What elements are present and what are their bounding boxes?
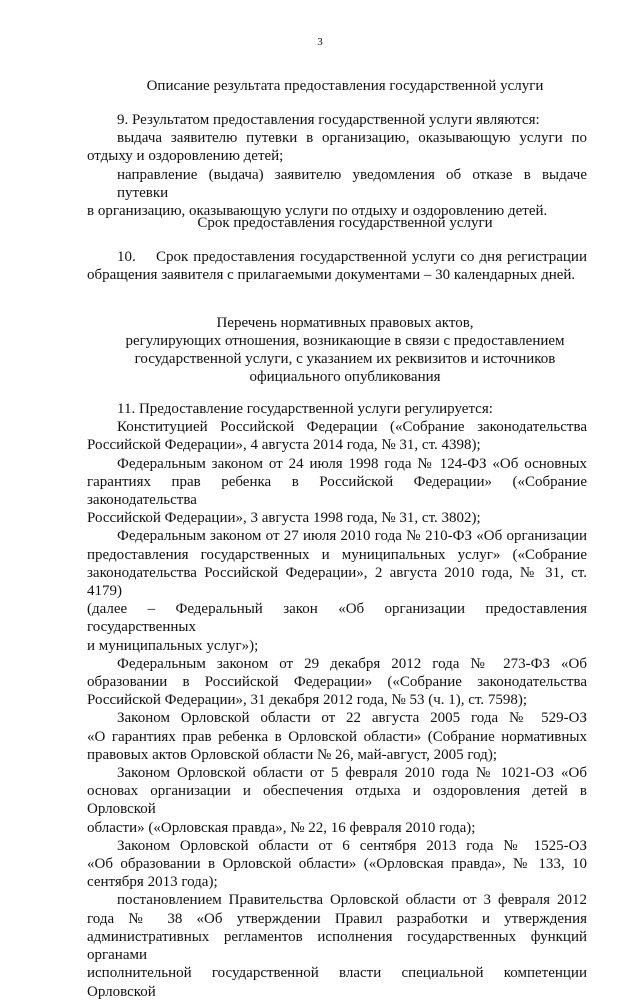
legal-act-line: и муниципальных услуг»);: [87, 637, 259, 654]
item-9-b-line-2: в организацию, оказывающую услуги по отдыху и оздоровлению детей.: [87, 203, 548, 220]
legal-acts-heading-line-2: регулирующих отношения, возникающие в связи с предоставлением: [125, 333, 565, 349]
item-10-line-2: обращения заявителя с прилагаемыми документами – 30 календарных дней.: [87, 267, 576, 284]
legal-act-item: [87, 527, 587, 654]
legal-act-line: (далее – Федеральный закон «Об организации предоставления государственных: [87, 601, 587, 636]
item-10-line-1: 10. Срок предоставления государственной услуги со дня регистрации: [117, 249, 587, 265]
legal-act-line: года № 38 «Об утверждении Правил разработки и утверждения: [87, 910, 587, 927]
section-heading-result: Описание результата предоставления государственной услуги: [146, 78, 544, 94]
item-9-intro: 9. Результатом предоставления государственной услуги являются:: [117, 112, 540, 128]
legal-act-line: «О гарантиях прав ребенка в Орловской области» (Собрание нормативных: [87, 728, 587, 745]
legal-act-line: Конституцией Российской Федерации («Собрание законодательства: [117, 419, 587, 436]
legal-act-line: Законом Орловской области от 5 февраля 2010 года № 1021-ОЗ «Об: [117, 765, 587, 782]
legal-act-line: Российской Федерации», 4 августа 2014 года, № 31, ст. 4398);: [87, 437, 481, 454]
legal-act-line: исполнительной государственной власти специальной компетенции Орловской: [87, 965, 587, 1000]
legal-act-line: законодательства Российской Федерации», 2 августа 2010 года, № 31, ст. 4179): [87, 564, 587, 600]
legal-acts-heading-line-3: государственной услуги, с указанием их реквизитов и источников: [134, 351, 556, 367]
legal-act-line: Российской Федерации», 31 декабря 2012 года, № 53 (ч. 1), ст. 7598);: [87, 692, 528, 709]
legal-act-line: области» («Орловская правда», № 22, 16 февраля 2010 года);: [87, 819, 476, 836]
legal-act-line: гарантиях прав ребенка в Российской Федерации» («Собрание законодательства: [87, 473, 587, 509]
legal-act-line: постановлением Правительства Орловской области от 3 февраля 2012: [117, 892, 587, 909]
legal-acts-heading-line-4: официального опубликования: [249, 369, 441, 385]
legal-acts-list: [87, 418, 587, 1001]
paragraph-item-9: [87, 111, 587, 220]
item-11-intro: 11. Предоставление государственной услуги регулируется:: [117, 401, 493, 417]
legal-act-item: [87, 891, 587, 1000]
section-heading-legal-acts: [110, 314, 580, 386]
legal-act-line: Федеральным законом от 27 июля 2010 года № 210-ФЗ «Об организации: [117, 528, 587, 545]
item-9-a-line-2: отдыху и оздоровлению детей;: [87, 148, 284, 165]
legal-act-line: сентября 2013 года);: [87, 874, 218, 891]
legal-act-item: [87, 764, 587, 837]
legal-act-line: Федеральным законом от 29 декабря 2012 года № 273-ФЗ «Об: [117, 655, 587, 672]
legal-act-item: [87, 837, 587, 892]
legal-act-item: [87, 709, 587, 764]
page-number: 3: [317, 36, 323, 48]
item-9-a-line-1: выдача заявителю путевки в организацию, оказывающую услуги по: [117, 130, 587, 147]
legal-act-line: правовых актов Орловской области № 26, май-август, 2005 год);: [87, 746, 497, 763]
legal-act-line: «Об образовании в Орловской области» («Орловская правда», № 133, 10: [87, 856, 587, 873]
legal-act-item: [87, 455, 587, 528]
legal-act-line: административных регламентов исполнения государственных функций органами: [87, 928, 587, 964]
paragraph-item-10: [87, 248, 587, 284]
legal-act-item: [87, 655, 587, 710]
legal-act-line: предоставления государственных и муниципальных услуг» («Собрание: [87, 546, 587, 563]
item-9-b-line-1: направление (выдача) заявителю уведомления об отказе в выдаче путевки: [117, 166, 587, 201]
section-heading-term: Срок предоставления государственной услуги: [197, 215, 493, 231]
legal-act-line: основах организации и обеспечения отдыха и оздоровления детей в Орловской: [87, 783, 587, 818]
legal-acts-heading-line-1: Перечень нормативных правовых актов,: [216, 315, 474, 331]
legal-act-line: образовании в Российской Федерации» («Собрание законодательства: [87, 674, 587, 691]
legal-act-line: Федеральным законом от 24 июля 1998 года № 124-ФЗ «Об основных: [117, 455, 587, 472]
legal-act-line: Законом Орловской области от 6 сентября 2013 года № 1525-ОЗ: [117, 837, 587, 854]
legal-act-line: Законом Орловской области от 22 августа 2005 года № 529-ОЗ: [117, 710, 587, 727]
paragraph-item-11: [87, 400, 587, 1001]
legal-act-line: Российской Федерации», 3 августа 1998 года, № 31, ст. 3802);: [87, 510, 481, 527]
legal-act-item: [87, 418, 587, 454]
